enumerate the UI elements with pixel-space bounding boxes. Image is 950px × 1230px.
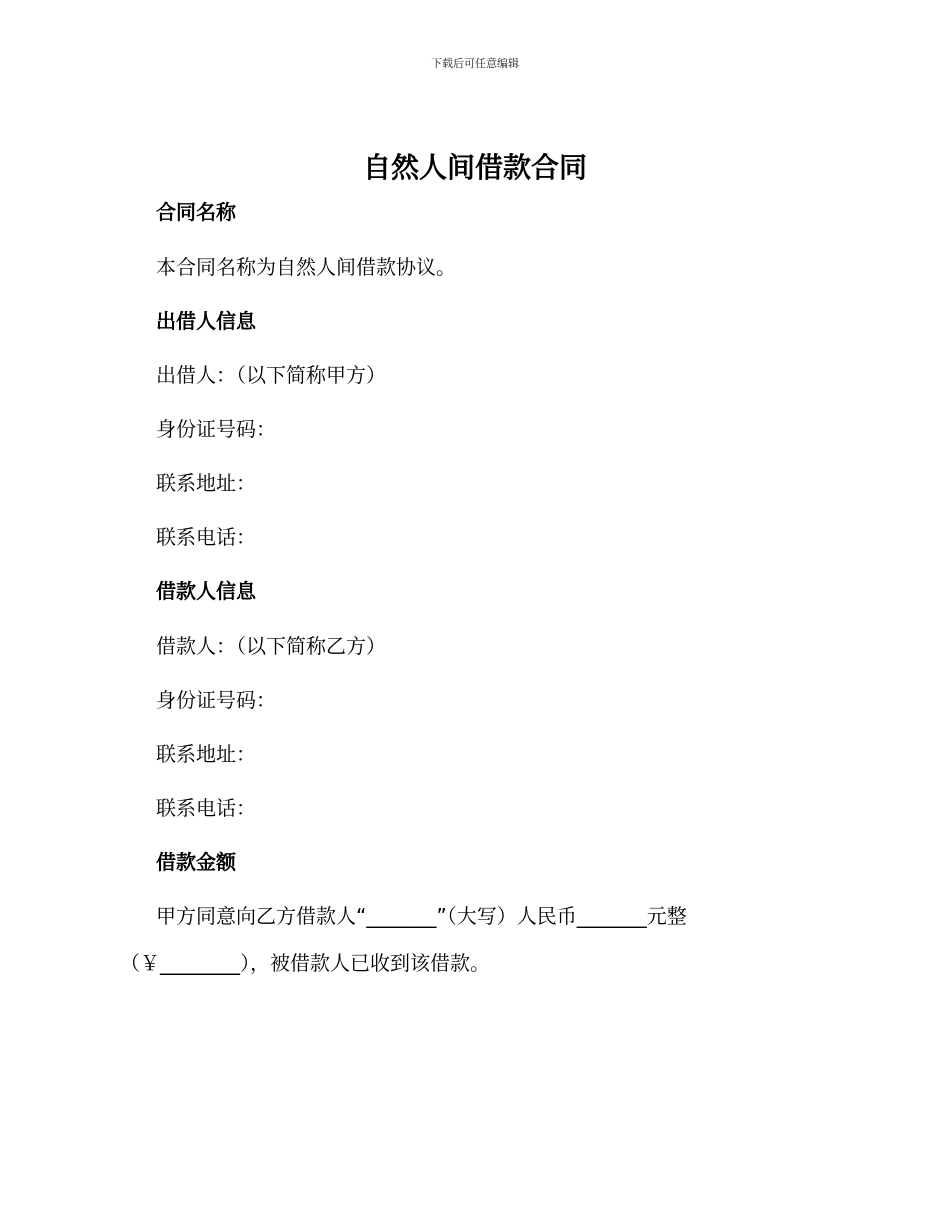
- section-heading-borrower: 借款人信息: [156, 579, 256, 603]
- lender-phone-field: 联系电话：: [156, 525, 256, 549]
- section-heading-amount: 借款金额: [156, 850, 236, 874]
- document-title: 自然人间借款合同: [362, 151, 587, 184]
- amount-text-line-1: 甲方同意向乙方借款人“_______”（大写）人民币_______元整: [156, 904, 687, 928]
- page-header-note: 下载后可任意编辑: [431, 57, 519, 70]
- borrower-id-field: 身份证号码：: [156, 688, 276, 712]
- amount-text-line-2: （￥________），被借款人已收到该借款。: [120, 951, 490, 975]
- lender-id-field: 身份证号码：: [156, 417, 276, 441]
- borrower-address-field: 联系地址：: [156, 742, 256, 766]
- lender-name-field: 出借人：（以下简称甲方）: [156, 363, 386, 387]
- section-heading-contract-name: 合同名称: [156, 200, 236, 224]
- borrower-phone-field: 联系电话：: [156, 796, 256, 820]
- contract-name-text: 本合同名称为自然人间借款协议。: [156, 255, 456, 279]
- lender-address-field: 联系地址：: [156, 471, 256, 495]
- borrower-name-field: 借款人：（以下简称乙方）: [156, 634, 386, 658]
- section-heading-lender: 出借人信息: [156, 309, 256, 333]
